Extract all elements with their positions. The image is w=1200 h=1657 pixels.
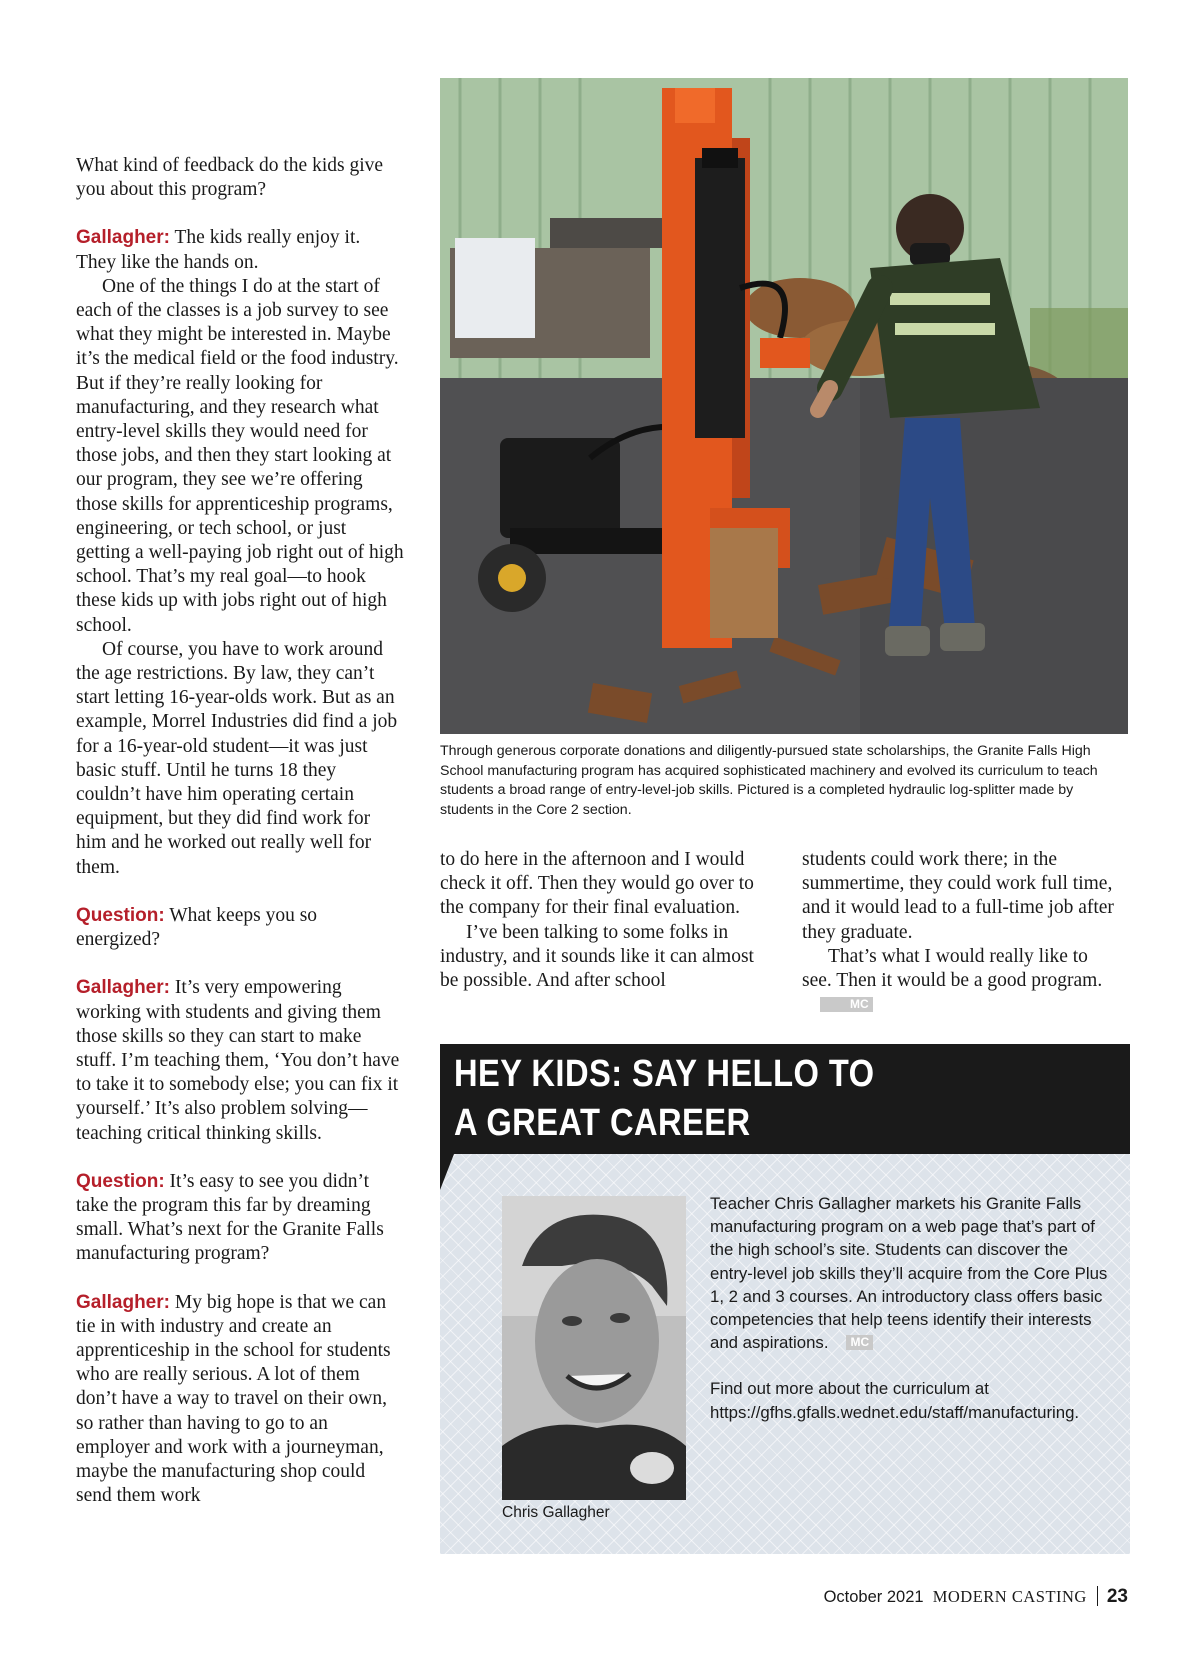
speaker-label: Gallagher:: [76, 227, 170, 249]
interview-column-1: [76, 154, 404, 1508]
sidebar-header: [440, 1044, 1130, 1154]
page-footer: [824, 1586, 1128, 1608]
column-3-paragraph-2: That’s what I would really like to see. Then it would be a good program.MC: [802, 945, 1103, 1012]
speaker-label: Question:: [76, 904, 165, 926]
page-number: 23: [1106, 1586, 1128, 1607]
column-2-paragraph-2: I’ve been talking to some folks in industry, and it sounds like it can almost be possible. And after school: [440, 921, 754, 992]
chris-gallagher-portrait: [502, 1196, 686, 1500]
question-1: What kind of feedback do the kids give you about this program?: [76, 155, 384, 201]
photo-caption: Through generous corporate donations and diligently-pursued state scholarships, the Granite Falls High School manufacturing program has acquired sophisticated machinery and evolved its curriculum to teach students a broad range of entry-level-job skills. Pictured is a completed hydraulic log-splitter made by students in the Core 2 section.: [440, 743, 1098, 818]
end-mark-icon: MC: [820, 997, 873, 1012]
sidebar-corner-decoration: [440, 1154, 454, 1190]
portrait-caption: Chris Gallagher: [502, 1504, 610, 1521]
answer-1-paragraph-3: Of course, you have to work around the age restrictions. By law, they can’t start letting 16-year-olds work. But as an example, Morrel Industries did find a job for a 16-year-old student—it was just basic stuff. Until he turns 18 they couldn’t have him operating certain equipment, but they did find work for him and he worked out really well for them.: [76, 638, 398, 878]
footer-divider: [1097, 1586, 1098, 1606]
speaker-label: Gallagher:: [76, 977, 170, 999]
interview-column-3: [802, 848, 1122, 1017]
sidebar-title: HEY KIDS: SAY HELLO TO A GREAT CAREER: [454, 1053, 875, 1144]
column-3-paragraph-1: students could work there; in the summertime, they could work full time, and it would lead to a full-time job after they graduate.: [802, 849, 1114, 943]
interview-column-2: [440, 848, 770, 993]
end-mark-icon: MC: [846, 1335, 873, 1350]
answer-2: Gallagher: It’s very empowering working with students and giving them those skills so they can start to make stuff. I’m teaching them, ‘You don’t have to take it to somebody else; you can fix it yourself.’ It’s also problem solving—teaching critical thinking skills.: [76, 977, 400, 1144]
answer-3: Gallagher: My big hope is that we can tie in with industry and create an apprenticeship in the school for students who are really serious. A lot of them don’t have a way to travel on their own, so rather than having to go to an employer and work with a journeyman, maybe the manufacturing shop could send them work: [76, 1291, 391, 1507]
sidebar-paragraph-2: Find out more about the curriculum at https://gfhs.gfalls.wednet.edu/staff/manufacturing.: [710, 1379, 1080, 1422]
answer-1: Gallagher: The kids really enjoy it. They like the hands on.: [76, 227, 361, 273]
question-3: Question: It’s easy to see you didn’t take the program this far by dreaming small. What’s next for the Granite Falls manufacturing program?: [76, 1170, 384, 1265]
issue-date: October 2021: [823, 1588, 924, 1606]
sidebar-text: [710, 1192, 1110, 1424]
answer-1-paragraph-2: One of the things I do at the start of each of the classes is a job survey to see what they might be interested in. Maybe it’s the medical field or the food industry. But if they’re really looking for manufacturing, and they research what entry-level skills they would need for those jobs, and then they start looking at our program, they see we’re offering those skills for apprenticeship programs, engineering, or tech school, or just getting a well-paying job right out of high school. That’s my real goal—to hook these kids up with jobs right out of high school.: [76, 275, 404, 636]
magazine-name: MODERN CASTING: [932, 1587, 1087, 1606]
log-splitter-photo: [440, 78, 1128, 734]
sidebar-paragraph-1: Teacher Chris Gallagher markets his Granite Falls manufacturing program on a web page that’s part of the high school’s site. Students can discover the entry-level job skills they’ll acquire from the Core Plus 1, 2 and 3 courses. An introductory class offers basic competencies that help teens identify their interests and aspirations. MC: [710, 1194, 1108, 1353]
speaker-label: Gallagher:: [76, 1291, 170, 1313]
column-2-paragraph-1: to do here in the afternoon and I would check it off. Then they would go over to the company for their final evaluation.: [440, 849, 754, 919]
question-2: Question: What keeps you so energized?: [76, 904, 318, 951]
speaker-label: Question:: [76, 1170, 165, 1192]
